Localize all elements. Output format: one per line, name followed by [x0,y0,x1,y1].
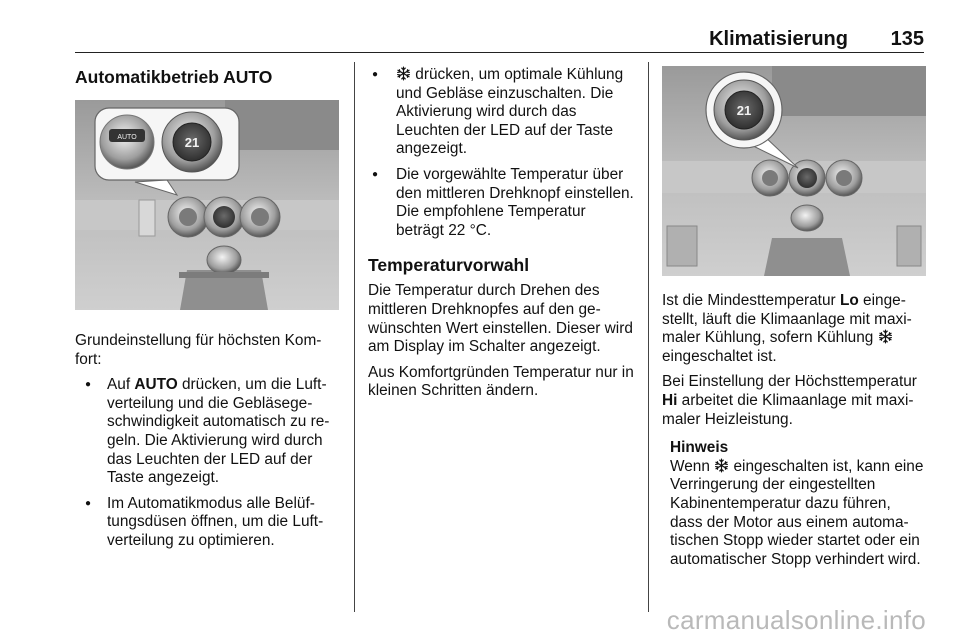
paragraph: Bei Einstellung der Höchsttemperatur Hi arbeitet die Klimaanlage mit maximaler Heizleistung. [662,373,917,428]
paragraph: Aus Komfortgründen Temperatur nur in kleinen Schritten ändern. [368,363,634,400]
paragraph: Die Temperatur durch Drehen des mittleren Drehknopfes auf den gewünschten Wert einstellen. Dieser wird am Display im Schalter angezeigt. [368,282,633,356]
list-item: ● Auf AUTO drücken, um die Luftverteilung und die Gebläsegeschwindigkeit automatisch zu regeln. Die Aktivierung wird durch das Leuchten der LED auf der Taste angezeigt. [75,376,340,488]
column-2 [368,66,634,408]
auto-button-label: AUTO [117,134,137,141]
list-item: ● Im Automatikmodus alle Belüftungsdüsen öffnen, um die Luftverteilung zu optimieren. [75,495,340,551]
list-item: ● Die vorgewählte Temperatur über den mittleren Drehknopf einstellen. Die empfohlene Temperatur beträgt 22 °C. [368,166,634,240]
note-text: Wenn eingeschalten ist, kann eine Verringerung der eingestellten Kabinentemperatur dazu führen, dass der Motor aus einem automatischen Stopp wieder startet oder ein automatischer Stopp verhindert wird. [670,457,924,568]
chapter-title: Klimatisierung [709,28,848,50]
snowflake-icon [714,458,729,473]
paragraph: Ist die Mindesttemperatur Lo eingestellt, läuft die Klimaanlage mit maximaler Kühlung, sofern Kühlung eingeschaltet ist. [662,292,912,365]
page-number: 135 [890,28,924,50]
section-heading-temperaturvorwahl: Temperaturvorwahl [368,255,530,276]
temperature-display: 21 [736,103,752,118]
column-3 [662,66,926,569]
snowflake-icon [878,329,893,344]
bullet-list-2 [368,66,634,240]
column-1 [75,66,340,558]
note-block [670,439,926,569]
column-divider-2 [648,62,649,612]
watermark: carmanualsonline.info [666,605,926,635]
figure-temperature-knob [662,66,926,276]
page-header [75,28,924,53]
figure-climate-control-auto [75,100,339,310]
bullet-list-1 [75,376,340,550]
snowflake-icon [396,66,411,81]
temperature-display: 21 [184,135,200,150]
section-heading-automatik: Automatikbetrieb AUTO [75,67,273,87]
note-heading: Hinweis [670,439,729,457]
intro-text: Grundeinstellung für höchsten Komfort: [75,332,322,368]
list-item: ● drücken, um optimale Kühlung und Gebläse einzuschalten. Die Aktivierung wird durch das Leuchten der LED auf der Taste angezeigt. [368,66,634,159]
column-divider-1 [354,62,355,612]
